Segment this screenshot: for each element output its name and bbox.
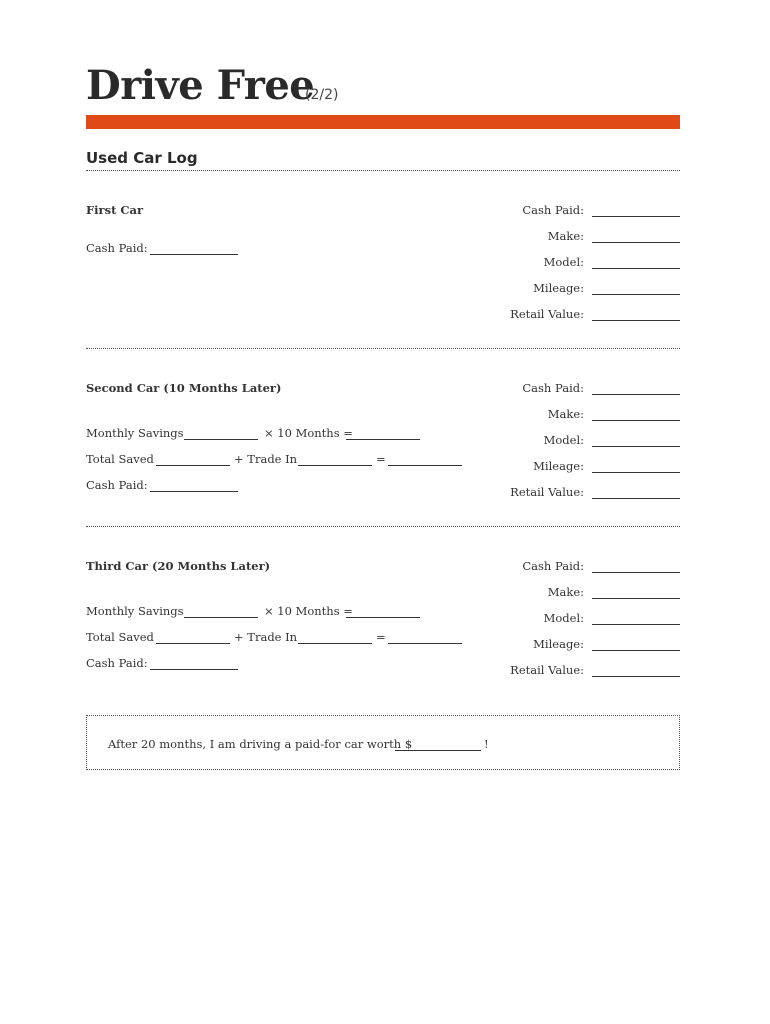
second-car-right-cash-paid-field[interactable] [592, 394, 680, 395]
third-car-equals-label: = [376, 630, 386, 644]
third-car-right-cash-paid-field[interactable] [592, 572, 680, 573]
third-car-months-total-field[interactable] [346, 617, 420, 618]
third-car-model-label: Model: [543, 611, 584, 625]
first-car-mileage-label: Mileage: [533, 281, 584, 295]
third-car-model-field[interactable] [592, 624, 680, 625]
accent-bar [86, 115, 680, 129]
divider [86, 526, 680, 527]
third-car-mileage-label: Mileage: [533, 637, 584, 651]
second-car-right-cash-paid-label: Cash Paid: [522, 381, 584, 395]
first-car-model-label: Model: [543, 255, 584, 269]
third-car-trade-in-field[interactable] [298, 643, 372, 644]
third-car-retail-value-label: Retail Value: [510, 663, 584, 677]
third-car-retail-value-field[interactable] [592, 676, 680, 677]
second-car-make-field[interactable] [592, 420, 680, 421]
divider [86, 348, 680, 349]
page-indicator: (2/2) [305, 87, 339, 103]
third-car-mileage-field[interactable] [592, 650, 680, 651]
second-car-heading: Second Car (10 Months Later) [86, 381, 282, 395]
third-car-times-months-label: × 10 Months = [264, 604, 353, 618]
second-car-total-saved-label: Total Saved [86, 452, 154, 466]
first-car-make-field[interactable] [592, 242, 680, 243]
first-car-retail-value-label: Retail Value: [510, 307, 584, 321]
first-car-mileage-field[interactable] [592, 294, 680, 295]
second-car-monthly-savings-label: Monthly Savings [86, 426, 184, 440]
second-car-make-label: Make: [547, 407, 584, 421]
divider [86, 170, 680, 171]
third-car-make-field[interactable] [592, 598, 680, 599]
third-car-cash-paid-field[interactable] [150, 669, 238, 670]
second-car-model-label: Model: [543, 433, 584, 447]
first-car-make-label: Make: [547, 229, 584, 243]
summary-statement: After 20 months, I am driving a paid-for car worth $ [108, 737, 413, 751]
second-car-model-field[interactable] [592, 446, 680, 447]
second-car-equals-label: = [376, 452, 386, 466]
second-car-mileage-field[interactable] [592, 472, 680, 473]
third-car-trade-in-label: + Trade In [234, 630, 298, 644]
log-title: Used Car Log [86, 149, 198, 167]
second-car-months-total-field[interactable] [346, 439, 420, 440]
second-car-total-saved-field[interactable] [156, 465, 230, 466]
second-car-cash-paid-field[interactable] [150, 491, 238, 492]
first-car-heading: First Car [86, 203, 144, 217]
first-car-retail-value-field[interactable] [592, 320, 680, 321]
third-car-heading: Third Car (20 Months Later) [86, 559, 271, 573]
second-car-sum-field[interactable] [388, 465, 462, 466]
summary-car-worth-field[interactable] [395, 750, 481, 751]
second-car-retail-value-label: Retail Value: [510, 485, 584, 499]
first-car-model-field[interactable] [592, 268, 680, 269]
first-car-cash-paid-label: Cash Paid: [86, 241, 148, 255]
second-car-trade-in-label: + Trade In [234, 452, 298, 466]
third-car-total-saved-field[interactable] [156, 643, 230, 644]
summary-exclamation: ! [484, 737, 489, 751]
second-car-times-months-label: × 10 Months = [264, 426, 353, 440]
second-car-retail-value-field[interactable] [592, 498, 680, 499]
third-car-right-cash-paid-label: Cash Paid: [522, 559, 584, 573]
first-car-right-cash-paid-field[interactable] [592, 216, 680, 217]
second-car-cash-paid-label: Cash Paid: [86, 478, 148, 492]
third-car-monthly-savings-field[interactable] [184, 617, 258, 618]
second-car-trade-in-field[interactable] [298, 465, 372, 466]
third-car-monthly-savings-label: Monthly Savings [86, 604, 184, 618]
first-car-cash-paid-field[interactable] [150, 254, 238, 255]
first-car-right-cash-paid-label: Cash Paid: [522, 203, 584, 217]
third-car-sum-field[interactable] [388, 643, 462, 644]
second-car-mileage-label: Mileage: [533, 459, 584, 473]
third-car-make-label: Make: [547, 585, 584, 599]
third-car-cash-paid-label: Cash Paid: [86, 656, 148, 670]
page-title: Drive Free [86, 62, 315, 109]
third-car-total-saved-label: Total Saved [86, 630, 154, 644]
second-car-monthly-savings-field[interactable] [184, 439, 258, 440]
